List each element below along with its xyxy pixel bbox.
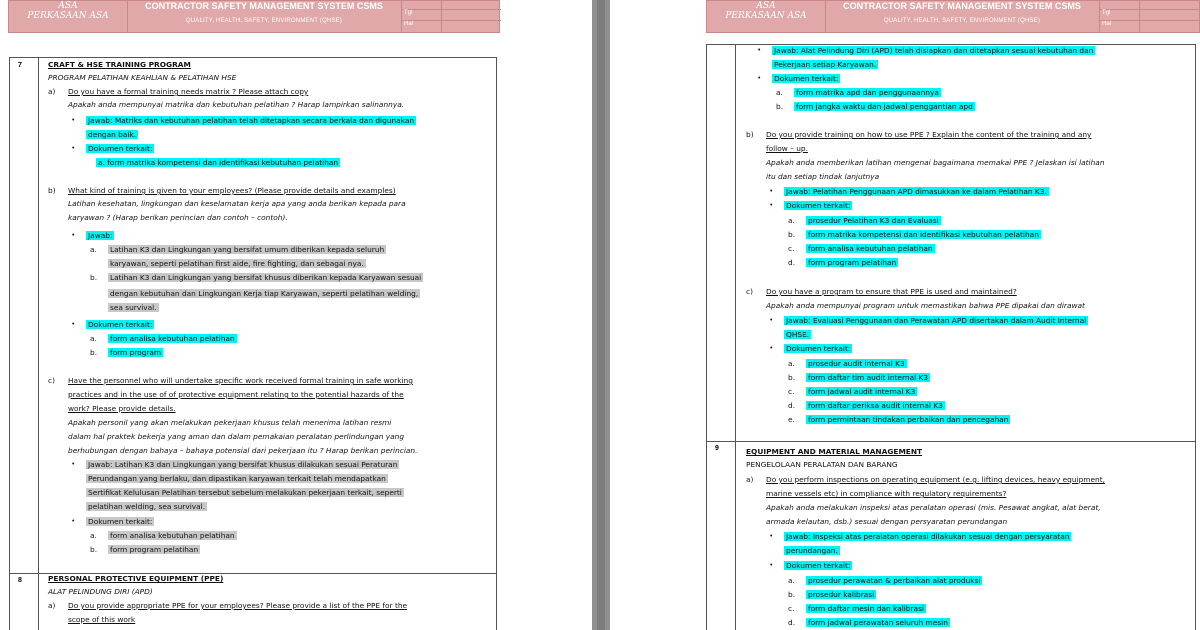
answer-text: dengan baik.	[88, 130, 137, 139]
related-doc-item: form daftar mesin dan kalibrasi	[808, 604, 924, 613]
answer-text: Jawab: Pelatihan Penggunaan APD dimasukkan ke dalam Pelatihan K3.	[786, 187, 1047, 196]
question-text: follow – up.	[766, 144, 808, 153]
header-title: CONTRACTOR SAFETY MANAGEMENT SYSTEM CSMS	[843, 1, 1081, 11]
answer-text: Jawab: Matriks dan kebutuhan pelatihan telah ditetapkan secara berkala dan digunakan	[88, 116, 415, 125]
bullet: •	[72, 461, 75, 468]
answer-text: pelatihan welding, sea survival.	[88, 502, 206, 511]
list-marker: a.	[788, 576, 795, 585]
question-translation: karyawan ? (Harap berikan perincian dan contoh – contoh).	[68, 213, 288, 222]
answer-text: Jawab: Inspeksi atas peralatan operasi dilakukan sesuai dengan persyaratan	[786, 532, 1070, 541]
question-text: What kind of training is given to your employees? (Please provide details and examples)	[68, 186, 396, 195]
related-doc-item: form analisa kebutuhan pelatihan	[808, 244, 933, 253]
meta-row	[401, 1, 501, 10]
bullet: •	[72, 518, 75, 525]
related-doc-item: form program	[110, 348, 162, 357]
meta-row	[1099, 1, 1199, 10]
item-label: c)	[746, 287, 753, 296]
related-doc-item: form jadwal perawatan seluruh mesin	[808, 618, 948, 627]
question-text: scope of this work	[68, 615, 136, 624]
list-marker: a.	[90, 531, 97, 540]
list-marker: c.	[788, 387, 795, 396]
bullet: •	[770, 317, 773, 324]
related-doc-item: form matrika kompetensi dan identifikasi kebutuhan pelatihan	[808, 230, 1039, 239]
list-marker: e.	[788, 415, 795, 424]
answer-text: Pekerjaan setiap Karyawan.	[774, 60, 877, 69]
answer-text: Sertifikat Kelulusan Pelatihan tersebut sebelum melakukan pekerjaan terkait, seperti	[88, 488, 402, 497]
list-marker: d.	[788, 258, 796, 267]
logo-text: ASA	[756, 1, 776, 11]
question-text: Do you provide appropriate PPE for your employees? Please provide a list of the PPE for the	[68, 601, 408, 610]
item-label: a)	[48, 601, 56, 610]
answer-text: Jawab: Latihan K3 dan Lingkungan yang bersifat khusus dilakukan sesuai Peraturan	[88, 460, 398, 469]
logo-text: ASA	[58, 1, 78, 11]
company-logo	[707, 1, 826, 32]
question-text: Do you have a formal training needs matrix ? Please attach copy	[68, 87, 309, 96]
list-marker: b.	[788, 373, 796, 382]
answer-text: Jawab: Alat Pelindung Diri (APD) telah disiapkan dan ditetapkan sesuai kebutuhan dan	[774, 46, 1094, 55]
related-doc-item: form jadwal audit internal K3	[808, 387, 916, 396]
list-marker: b.	[90, 273, 98, 282]
related-doc-item: form jangka waktu dan jadwal penggantian apd	[796, 102, 973, 111]
question-translation: Apakah anda mempunyai matrika dan kebutuhan pelatihan ? Harap lampirkan salinannya.	[68, 100, 405, 109]
meta-row-hal: Hal	[1099, 21, 1199, 31]
list-marker: a.	[788, 216, 795, 225]
item-label: a)	[48, 87, 56, 96]
section-subtitle: PROGRAM PELATIHAN KEAHLIAN & PELATIHAN HSE	[48, 73, 237, 82]
page-gap-shadow	[597, 0, 605, 630]
question-translation: Latihan kesehatan, lingkungan dan keselamatan kerja apa yang anda berikan kepada para	[68, 199, 406, 208]
section-subtitle: ALAT PELINDUNG DIRI (APD)	[48, 587, 153, 596]
section-subtitle: PENGELOLAAN PERALATAN DAN BARANG	[746, 460, 898, 469]
item-label: c)	[48, 376, 55, 385]
number-column	[707, 45, 736, 630]
list-marker: a.	[90, 334, 97, 343]
header-meta	[401, 1, 501, 32]
item-label: b)	[48, 186, 56, 195]
meta-row-tgl: Tgl	[1099, 10, 1199, 21]
bullet: •	[770, 202, 773, 209]
related-doc-item: form daftar tim audit internal K3	[808, 373, 929, 382]
list-marker: c.	[788, 604, 795, 613]
meta-row-hal: Hal	[401, 21, 501, 31]
related-docs-label: Dokumen terkait:	[88, 320, 153, 329]
section-title: EQUIPMENT AND MATERIAL MANAGEMENT	[746, 447, 923, 456]
bullet: •	[72, 232, 75, 239]
list-marker: b.	[90, 348, 98, 357]
logo-text: PERKASAAN ASA	[27, 11, 109, 21]
list-marker: b.	[90, 545, 98, 554]
answer-text: sea survival.	[110, 303, 157, 312]
answer-label: Jawab:	[88, 231, 113, 240]
section-number: 9	[715, 445, 719, 452]
bullet: •	[72, 321, 75, 328]
bullet: •	[758, 75, 761, 82]
header-title-cell	[127, 1, 402, 32]
question-text: practices and in the use of of protective equipment relating to the potential hazards of the	[68, 390, 404, 399]
question-translation: itu dan setiap tindak lanjutnya	[766, 172, 880, 181]
answer-text: karyawan, seperti pelatihan first aide, fire fighting, dan sebagai nya.	[110, 259, 364, 268]
section-number: 8	[18, 577, 22, 584]
question-text: Do you provide training on how to use PPE ? Explain the content of the training and any	[766, 130, 1092, 139]
related-doc-item: form daftar periksa audit internal K3	[808, 401, 943, 410]
section-number: 7	[18, 62, 22, 69]
answer-text: dengan kebutuhan dan Lingkungan Kerja tiap Karyawan, seperti pelatihan welding,	[110, 289, 419, 298]
bullet: •	[72, 117, 75, 124]
question-translation: berhubungan dengan bahaya – bahaya potensial dari pekerjaan itu ? Harap berikan perincian.	[68, 446, 418, 455]
list-marker: b.	[788, 230, 796, 239]
page-header	[706, 0, 1200, 33]
question-text: Do you perform inspections on operating equipment (e.g. lifting devices, heavy equipment,	[766, 475, 1105, 484]
related-doc-item: a. form matrika kompetensi dan identifikasi kebutuhan pelatihan	[98, 158, 339, 167]
question-translation: Apakah personil yang akan melakukan pekerjaan khusus telah menerima latihan resmi	[68, 418, 392, 427]
question-translation: Apakah anda mempunyai program untuk memastikan bahwa PPE dipakai dan dirawat	[766, 301, 1085, 310]
header-title-cell	[825, 1, 1100, 32]
question-text: Do you have a program to ensure that PPE is used and maintained?	[766, 287, 1017, 296]
header-meta	[1099, 1, 1199, 32]
header-title: CONTRACTOR SAFETY MANAGEMENT SYSTEM CSMS	[145, 1, 383, 11]
related-doc-item: form matrika apd dan penggunaannya	[796, 88, 939, 97]
number-column	[10, 58, 39, 630]
related-docs-label: Dokumen terkait:	[88, 517, 153, 526]
related-docs-label: Dokumen terkait:	[786, 201, 851, 210]
question-text: work? Please provide details.	[68, 404, 176, 413]
list-marker: d.	[788, 618, 796, 627]
page-header	[8, 0, 500, 33]
list-marker: b.	[788, 590, 796, 599]
answer-text: QHSE.	[786, 330, 810, 339]
related-docs-label: Dokumen terkait:	[774, 74, 839, 83]
question-text: Have the personnel who will undertake specific work received formal training in safe working	[68, 376, 413, 385]
document-page-left	[0, 0, 592, 630]
list-marker: a.	[776, 88, 783, 97]
meta-row-tgl: Tgl	[401, 10, 501, 21]
list-marker: d.	[788, 401, 796, 410]
related-doc-item: prosedur Pelatihan K3 dan Evaluasi	[808, 216, 939, 225]
item-label: b)	[746, 130, 754, 139]
question-text: marine vessels etc) in compliance with regulatory requirements?	[766, 489, 1007, 498]
section-title: CRAFT & HSE TRAINING PROGRAM	[48, 60, 191, 69]
related-doc-item: form analisa kebutuhan pelatihan	[110, 531, 235, 540]
related-doc-item: prosedur perawatan & perbaikan alat produksi	[808, 576, 981, 585]
answer-text: perundangan.	[786, 546, 838, 555]
related-doc-item: prosedur audit internal K3	[808, 359, 905, 368]
related-doc-item: form program pelatihan	[110, 545, 199, 554]
question-translation: Apakah anda memberikan latihan mengenai bagaimana memakai PPE ? Jelaskan isi latihan	[766, 158, 1105, 167]
answer-text: Latihan K3 dan Lingkungan yang bersifat umum diberikan kepada seluruh	[110, 245, 385, 254]
related-docs-label: Dokumen terkait:	[786, 344, 851, 353]
bullet: •	[770, 188, 773, 195]
document-page-right	[610, 0, 1200, 630]
bullet: •	[758, 47, 761, 54]
header-subtitle: QUALITY, HEALTH, SAFETY, ENVIRONMENT (QHSE)	[883, 18, 1041, 24]
bullet: •	[72, 145, 75, 152]
header-subtitle: QUALITY, HEALTH, SAFETY, ENVIRONMENT (QHSE)	[185, 18, 343, 24]
list-marker: a.	[788, 359, 795, 368]
section-title: PERSONAL PROTECTIVE EQUIPMENT (PPE)	[48, 574, 224, 583]
row-divider	[707, 441, 1195, 442]
logo-text: PERKASAAN ASA	[725, 11, 807, 21]
related-doc-item: form program pelatihan	[808, 258, 897, 267]
item-label: a)	[746, 475, 754, 484]
list-marker: a.	[90, 245, 97, 254]
list-marker: c.	[788, 244, 795, 253]
related-doc-item: form permintaan tindakan perbaikan dan pencegahan	[808, 415, 1009, 424]
related-docs-label: Dokumen terkait:	[88, 144, 153, 153]
question-translation: armada kelautan, dsb.) sesuai dengan persyaratan perundangan	[766, 517, 1008, 526]
bullet: •	[770, 533, 773, 540]
bullet: •	[770, 345, 773, 352]
bullet: •	[770, 562, 773, 569]
answer-text: Perundangan yang berlaku, dan dipastikan karyawan terkait telah mendapatkan	[88, 474, 386, 483]
list-marker: b.	[776, 102, 784, 111]
answer-text: Jawab: Evaluasi Penggunaan dan Perawatan APD disertakan dalam Audit Internal	[786, 316, 1087, 325]
question-translation: dalam hal praktek bekerja yang aman dan dalam pemakaian peralatan perlindungan yang	[68, 432, 405, 441]
company-logo	[9, 1, 128, 32]
questionnaire-table	[9, 57, 497, 630]
question-translation: Apakah anda melakukan inspeksi atas peralatan operasi (mis. Pesawat angkat, alat berat,	[766, 503, 1101, 512]
answer-text: Latihan K3 dan Lingkungan yang bersifat khusus diberikan kepada Karyawan sesuai	[110, 273, 422, 282]
related-doc-item: prosedur kalibrasi	[808, 590, 875, 599]
related-docs-label: Dokumen terkait:	[786, 561, 851, 570]
related-doc-item: form analisa kebutuhan pelatihan	[110, 334, 235, 343]
